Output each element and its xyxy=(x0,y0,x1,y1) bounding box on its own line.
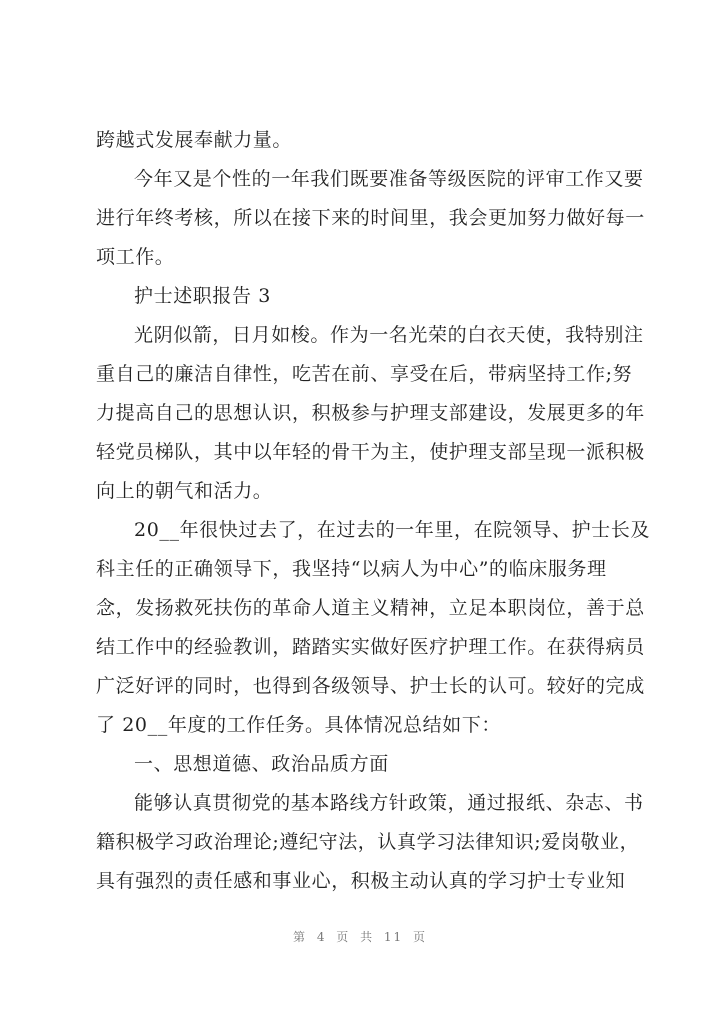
text-line: 籍积极学习政治理论;遵纪守法，认真学习法律知识;爱岗敬业， xyxy=(96,831,640,853)
page-footer: 第 4 页 共 11 页 xyxy=(293,930,427,944)
text-line: 今年又是个性的一年我们既要准备等级医院的评审工作又要 xyxy=(134,168,644,190)
text-line: 念，发扬救死扶伤的革命人道主义精神，立足本职岗位，善于总 xyxy=(96,597,645,619)
text-line: 轻党员梯队，其中以年轻的骨干为主，使护理支部呈现一派积极 xyxy=(96,441,645,463)
text-line: 了 20__年度的工作任务。具体情况总结如下： xyxy=(96,714,502,736)
text-line: 向上的朝气和活力。 xyxy=(96,480,273,502)
text-line: 20__年很快过去了，在过去的一年里，在院领导、护士长及 xyxy=(134,519,650,541)
paragraph xyxy=(96,745,624,784)
text-line: 跨越式发展奉献力量。 xyxy=(96,129,293,151)
paragraph xyxy=(96,277,624,316)
document-body xyxy=(96,121,650,901)
text-line: 力提高自己的思想认识，积极参与护理支部建设，发展更多的年 xyxy=(96,402,645,424)
text-line: 广泛好评的同时，也得到各级领导、护士长的认可。较好的完成 xyxy=(96,675,645,697)
text-line: 护士述职报告 3 xyxy=(134,285,271,307)
text-line: 进行年终考核，所以在接下来的时间里，我会更加努力做好每一 xyxy=(96,207,645,229)
text-line: 科主任的正确领导下，我坚持“以病人为中心”的临床服务理 xyxy=(96,558,607,580)
paragraph xyxy=(96,316,645,511)
text-line: 光阴似箭，日月如梭。作为一名光荣的白衣天使，我特别注 xyxy=(134,324,644,346)
paragraph xyxy=(96,160,645,277)
text-line: 结工作中的经验教训，踏踏实实做好医疗护理工作。在获得病员 xyxy=(96,636,645,658)
text-line: 一、思想道德、政治品质方面 xyxy=(134,753,389,775)
text-line: 能够认真贯彻党的基本路线方针政策，通过报纸、杂志、书 xyxy=(134,792,644,814)
paragraph xyxy=(96,511,650,745)
text-line: 项工作。 xyxy=(96,246,175,268)
text-line: 具有强烈的责任感和事业心，积极主动认真的学习护士专业知 xyxy=(96,870,626,892)
text-line: 重自己的廉洁自律性，吃苦在前、享受在后，带病坚持工作;努 xyxy=(96,363,633,385)
paragraph xyxy=(96,121,624,160)
paragraph xyxy=(96,784,644,901)
